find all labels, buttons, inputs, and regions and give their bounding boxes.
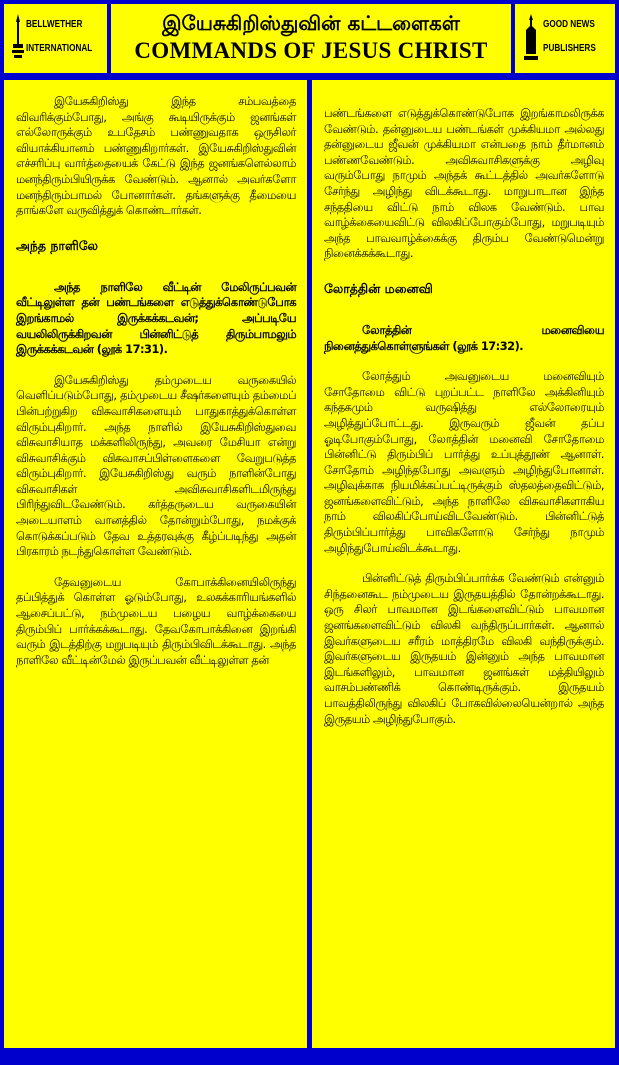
right-logo-line1: GOOD NEWS [543, 18, 595, 30]
page-title-tamil: இயேசுகிறிஸ்துவின் கட்டளைகள் [162, 11, 460, 35]
left-logo-line2: INTERNATIONAL [26, 42, 93, 54]
left-logo-box [4, 4, 107, 73]
left-paragraph-1: இயேசுகிறிஸ்து இந்த சம்பவத்தை விவரிக்கும்போது, அங்கு கூடியிருக்கும் ஜனங்கள் எல்லோருக்கும் உபதேசம் பண்ணுவதாக ஒருசிலர் வியாக்கியானம் பண்ணுகிறார்கள். இயேசுகிறிஸ்துவின் எச்சரிப்பு வார்த்தையைக் கேட்டு இந்த ஜனங்களெல்லாம் மனந்திரும்பியிருக்க வேண்டும். ஆனால் அவர்களோ மனந்திரும்பாமல் போனார்கள். தங்களுக்கு தீமையை தாங்களே வருவித்துக் கொண்டார்கள். [16, 94, 296, 218]
left-section-heading: அந்த நாளிலே [16, 237, 99, 253]
left-paragraph-2: இயேசுகிறிஸ்து தம்முடைய வருகையில் வெளிப்படும்போது, தம்முடைய சீஷர்களையும் தம்மைப் பின்பற்றுகிற விசுவாசிகளையும் பாதுகாத்துக்கொள்ள விரும்புகிறார். அந்த நாளில் இயேசுகிறிஸ்துவை விசுவாசியாத மக்களிலிருந்து, அவரை மேசியா என்று விசுவாசிக்கும் விசுவாசப்பிள்ளைகளை வேறுபடுத்த விரும்புகிறார். இயேசுகிறிஸ்து வரும் நாளின்போது விசுவாசிகள் அவிசுவாசிகளிடமிருந்து பிரிந்துவிடவேண்டும். கர்த்தருடைய வருகையின் அடையாளம் வானத்தில் தோன்றும்போது, நமக்குக் கொடுக்கப்படும் தேவ உத்தரவுக்கு கீழ்ப்படிந்து அதன் பிரகாரம் நடந்துகொள்ள வேண்டும். [16, 372, 296, 559]
right-paragraph-3: பின்னிட்டுத் திரும்பிப்பார்க்க வேண்டும் என்னும் சிந்தனைகூட நம்முடைய இருதயத்தில் தோன்றக்கூடாது. ஒரு சிலர் பாவமான இடங்களைவிட்டும் பாவமான ஜனங்களைவிட்டும் விலகி வந்திருப்பார்கள். ஆனால் இவர்களுடைய சரீரம் மாத்திரமே விலகி வந்திருக்கும். இவர்களுடைய இருதயம் இன்னும் அந்த பாவமான இடங்களிலும், பாவமான ஜனங்கள் மத்தியிலும் வாசம்பண்ணிக் கொண்டிருக்கும். இருதயம் பாவத்திலிருந்து விலகிப் போகவில்லையென்றால் அந்த இருதயம் அழிந்துபோகும். [324, 571, 604, 726]
right-section-heading: லோத்தின் மனைவி [324, 280, 433, 296]
left-scripture-quote: அந்த நாளிலே வீட்டின் மேலிருப்பவன் வீட்டிலுள்ள தன் பண்டங்களை எடுத்துக்கொண்டுபோக இறங்காமல் இருக்கக்கடவன்; அப்படியே வயலிலிருக்கிறவன் பின்னிட்டுத் திரும்பாமலும் இருக்கக்கடவன் (லூக் 17:31). [16, 279, 296, 357]
publisher-logo-icon [523, 14, 539, 62]
left-paragraph-3: தேவனுடைய கோபாக்கினையிலிருந்து தப்பித்துக் கொள்ள ஓடும்போது, உலகக்காரியங்களில் ஆசைப்பட்டு, நம்முடைய பழைய வாழ்க்கையை திரும்பிப் பார்க்கக்கூடாது. தேவகோபாக்கினை இறங்கி வரும் இடத்திற்கு மறுபடியும் திரும்பிவிடக்கூடாது. அந்த நாளிலே வீட்டின்மேல் இருப்பவன் வீட்டிலுள்ள தன் [16, 574, 296, 667]
publisher-logo-text [543, 16, 596, 56]
right-column [312, 80, 615, 1048]
left-column [4, 80, 307, 1048]
left-logo-line1: BELLWETHER [26, 18, 83, 30]
title-box [111, 4, 511, 73]
bellwether-logo-icon [11, 14, 25, 62]
right-scripture-quote: லோத்தின் மனைவியை நினைத்துக்கொள்ளுங்கள் (லூக் 17:32). [324, 322, 604, 353]
right-logo-line2: PUBLISHERS [543, 42, 596, 54]
right-paragraph-2: லோத்தும் அவனுடைய மனைவியும் சோதோமை விட்டு புறப்பட்ட நாளிலே அக்கினியும் கந்தகமும் வருஷித்து எல்லோரையும் அழித்துப்போட்டது. இருவரும் ஜீவன் தப்ப ஓடிபோகும்போது, லோத்தின் மனைவி சோதோமை பின்னிட்டு திரும்பிப் பார்த்து உப்புத்தூண் ஆனாள். சோதோம் அழிந்தபோது அவளும் அழிந்துபோனாள். அழிவுக்காக நியமிக்கப்பட்டிருக்கும் ஸ்தலத்தைவிட்டும், ஜனங்களைவிட்டும், அந்த நாளிலே விசுவாசிகளாகிய நாம் விலகிப்போய்விடவேண்டும். பின்னிட்டுத் திரும்பிப்பார்த்து பாவிகளோடு சேர்ந்து நாமும் அழிந்துபோய்விடக்கூடாது. [324, 369, 604, 555]
right-logo-box [515, 4, 615, 73]
right-paragraph-1: பண்டங்களை எடுத்துக்கொண்டுபோக இறங்காமலிருக்க வேண்டும். தன்னுடைய பண்டங்கள் முக்கியமா அல்லது தன்னுடைய ஜீவன் முக்கியமா என்பதை நாம் தீர்மானம் பண்ணவேண்டும். அவிசுவாசிகளுக்கு அழிவு வரும்போது நாமும் அந்தக் கூட்டத்தில் அவர்களோடு சேர்ந்து அழிந்து விடக்கூடாது. மாறுபாடான இந்த சந்ததியை விட்டு நாம் விலக வேண்டும். பாவ வாழ்க்கையைவிட்டு விலகிப்போகும்போது, மறுபடியும் அந்த பாவவாழ்க்கைக்கு திரும்ப வேண்டுமென்று நினைக்கக்கூடாது. [324, 106, 604, 261]
page-title-english: COMMANDS OF JESUS CHRIST [134, 38, 488, 63]
bellwether-logo-text [26, 16, 92, 56]
